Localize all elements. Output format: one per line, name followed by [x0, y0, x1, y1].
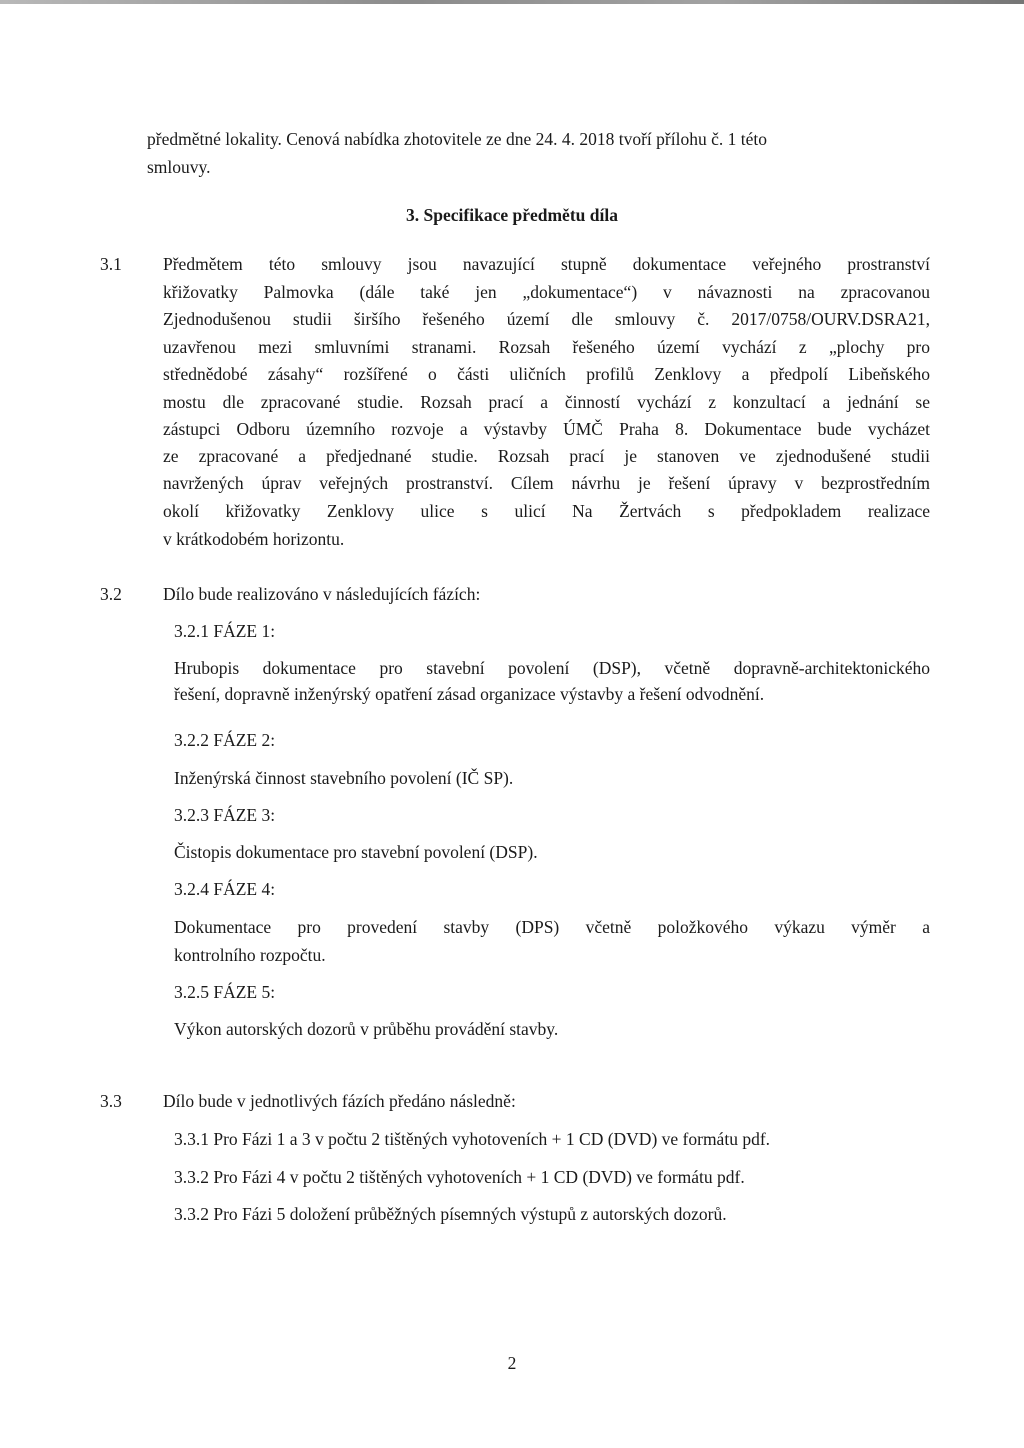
s3-1-line: v krátkodobém horizontu.: [163, 529, 345, 549]
scan-edge: [0, 0, 1024, 4]
s3-1-line: Předmětem této smlouvy jsou navazující stupně dokumentace veřejného prostranství: [163, 254, 930, 274]
phase-5-title: 3.2.5 FÁZE 5:: [174, 982, 276, 1002]
phase-3-text: Čistopis dokumentace pro stavební povolení (DSP).: [174, 842, 538, 862]
intro-line-2: smlouvy.: [147, 157, 211, 177]
section-number-3-3: 3.3: [100, 1091, 122, 1111]
s3-1-line: navržených úprav veřejných prostranství. Cílem návrhu je řešení úpravy v bezprostředním: [163, 473, 930, 493]
s3-1-line: zástupci Odboru územního rozvoje a výstavby ÚMČ Praha 8. Dokumentace bude vycházet: [163, 419, 930, 439]
phase-4-title: 3.2.4 FÁZE 4:: [174, 879, 276, 899]
phase-5-text: Výkon autorských dozorů v průběhu provádění stavby.: [174, 1019, 559, 1039]
s3-1-line: Zjednodušenou studii širšího řešeného území dle smlouvy č. 2017/0758/OURV.DSRA21,: [163, 309, 930, 329]
s3-1-line: okolí křižovatky Zenklovy ulice s ulicí Na Žertvách s předpokladem realizace: [163, 501, 930, 521]
page-number: 2: [507, 1353, 517, 1373]
phase-4-text: kontrolního rozpočtu.: [174, 945, 326, 965]
s3-1-line: křižovatky Palmovka (dále také jen „dokumentace“) v návaznosti na zpracovanou: [163, 282, 930, 302]
phase-1-title: 3.2.1 FÁZE 1:: [174, 621, 276, 641]
s3-1-line: mostu dle zpracované studie. Rozsah prací a činností vychází z konzultací a jednání se: [163, 392, 930, 412]
section-heading: 3. Specifikace předmětu díla: [406, 205, 618, 225]
phase-2-text: Inženýrská činnost stavebního povolení (IČ SP).: [174, 768, 514, 788]
s3-1-line: střednědobé zásahy“ rozšířené o části uličních profilů Zenklovy a předpolí Libeňského: [163, 364, 930, 384]
phase-1-text: řešení, dopravně inženýrský opatření zásad organizace výstavby a řešení odvodnění.: [174, 684, 765, 704]
s3-1-line: uzavřenou mezi smluvními stranami. Rozsah řešeného území vychází z „plochy pro: [163, 337, 930, 357]
phase-1-text: Hrubopis dokumentace pro stavební povolení (DSP), včetně dopravně-architektonického: [174, 658, 930, 678]
section-3-2-intro: Dílo bude realizováno v následujících fázích:: [163, 584, 481, 604]
phase-2-title: 3.2.2 FÁZE 2:: [174, 730, 276, 750]
delivery-item: 3.3.2 Pro Fázi 5 doložení průběžných písemných výstupů z autorských dozorů.: [174, 1204, 727, 1224]
s3-1-line: ze zpracované a předjednané studie. Rozsah prací je stanoven ve zjednodušené studii: [163, 446, 930, 466]
section-number-3-2: 3.2: [100, 584, 122, 604]
section-number-3-1: 3.1: [100, 254, 122, 274]
delivery-item: 3.3.1 Pro Fázi 1 a 3 v počtu 2 tištěných vyhotoveních + 1 CD (DVD) ve formátu pdf.: [174, 1129, 771, 1149]
phase-4-text: Dokumentace pro provedení stavby (DPS) včetně položkového výkazu výměr a: [174, 917, 930, 937]
phase-3-title: 3.2.3 FÁZE 3:: [174, 805, 276, 825]
delivery-item: 3.3.2 Pro Fázi 4 v počtu 2 tištěných vyhotoveních + 1 CD (DVD) ve formátu pdf.: [174, 1167, 745, 1187]
section-3-3-intro: Dílo bude v jednotlivých fázích předáno následně:: [163, 1091, 516, 1111]
intro-line-1: předmětné lokality. Cenová nabídka zhotovitele ze dne 24. 4. 2018 tvoří přílohu č. 1 této: [147, 129, 767, 149]
